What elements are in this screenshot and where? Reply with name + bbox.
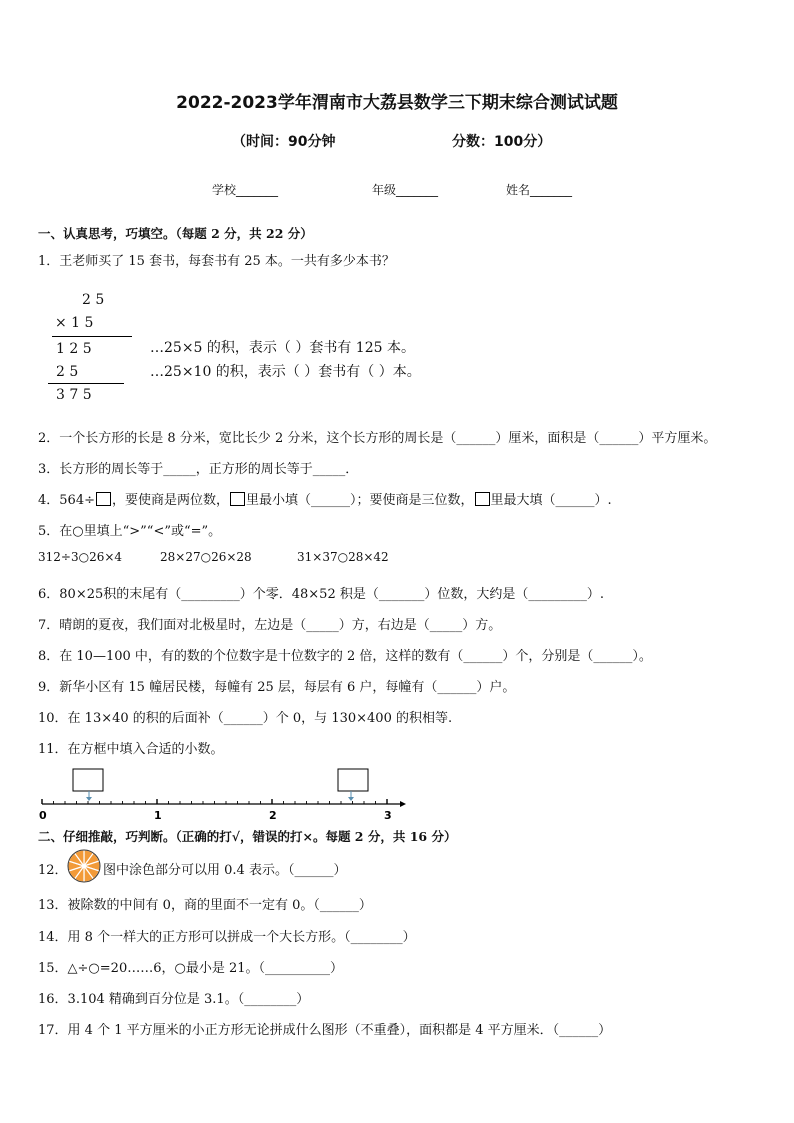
answer-box-1: [73, 769, 103, 791]
question-2: 2．一个长方形的长是 8 分米，宽比长少 2 分米，这个长方形的周长是（______）厘米，面积是（______）平方厘米。: [38, 431, 717, 446]
question-4: [38, 489, 612, 508]
question-12: 图中涂色部分可以用 0.4 表示。（______）: [103, 863, 347, 878]
q4-part-a: 4．564÷: [38, 493, 95, 508]
pointer-arrowhead-2: [348, 797, 354, 801]
question-11: 11．在方框中填入合适的小数。: [38, 742, 224, 757]
calc-row-1: 2 5: [82, 292, 105, 308]
blank-box-icon: [96, 492, 111, 506]
q4-part-b: ，要使商是两位数，: [111, 493, 229, 508]
question-5: 5．在○里填上“>”“<”或“=”。: [38, 524, 222, 539]
tick-label-3: 3: [384, 809, 392, 822]
question-13: 13．被除数的中间有 0，商的里面不一定有 0。（______）: [38, 898, 372, 913]
tick-label-1: 1: [154, 809, 162, 822]
tick-label-0: 0: [39, 809, 47, 822]
blank-box-icon: [475, 492, 490, 506]
grade-field: 年级_______: [372, 183, 439, 197]
axis-arrow-icon: [400, 801, 406, 807]
question-7: 7．晴朗的夏夜，我们面对北极星时，左边是（_____）方，右边是（_____）方。: [38, 618, 502, 633]
question-6: 6．80×25积的末尾有（_________）个零．48×52 积是（_______）位数，大约是（_________）.: [38, 587, 604, 602]
calc-line-1: [52, 336, 132, 337]
calc-row-3: 1 2 5: [56, 341, 92, 357]
question-15: 15．△÷○=20……6，○最小是 21。（__________）: [38, 961, 343, 976]
calc-note-1: …25×5 的积，表示（ ）套书有 125 本。: [150, 340, 415, 356]
section1-heading: 一、认真思考，巧填空。（每题 2 分，共 22 分）: [38, 226, 313, 241]
calc-line-2: [48, 383, 124, 384]
answer-box-2: [338, 769, 368, 791]
q5-item-3: 31×37○28×42: [297, 550, 389, 564]
pie-figure: [67, 849, 101, 883]
question-16: 16．3.104 精确到百分位是 3.1。（________）: [38, 992, 310, 1007]
school-field: 学校_______: [212, 183, 279, 197]
section2-heading: 二、仔细推敲，巧判断。（正确的打√，错误的打×。每题 2 分，共 16 分）: [38, 829, 457, 844]
q4-part-c: 里最小填（______）；要使商是三位数，: [246, 493, 474, 508]
question-9: 9．新华小区有 15 幢居民楼，每幢有 25 层，每层有 6 户，每幢有（______）户。: [38, 680, 516, 695]
calc-row-5: 3 7 5: [56, 387, 92, 403]
pointer-arrowhead-1: [86, 797, 92, 801]
question-1: 1．王老师买了 15 套书，每套书有 25 本。一共有多少本书？: [38, 254, 395, 269]
number-line: [30, 764, 420, 824]
tick-marks: [42, 799, 387, 804]
blank-box-icon: [230, 492, 245, 506]
question-8: 8．在 10—100 中，有的数的个位数字是十位数字的 2 倍，这样的数有（______）个，分别是（______）。: [38, 649, 652, 664]
question-3: 3．长方形的周长等于_____，正方形的周长等于_____．: [38, 462, 359, 477]
q5-item-1: 312÷3○26×4: [38, 550, 123, 564]
calc-row-2: × 1 5: [55, 315, 94, 331]
q4-part-d: 里最大填（______）.: [490, 493, 612, 508]
q5-item-2: 28×27○26×28: [160, 550, 252, 564]
tick-label-2: 2: [269, 809, 277, 822]
calc-note-2: …25×10 的积，表示（ ）套书有（ ）本。: [150, 364, 421, 380]
exam-time: （时间：90分钟: [232, 134, 336, 150]
question-10: 10．在 13×40 的积的后面补（______）个 0，与 130×400 的积相等.: [38, 711, 453, 726]
calc-row-4: 2 5: [56, 364, 79, 380]
page-title: 2022-2023学年渭南市大荔县数学三下期末综合测试试题: [176, 93, 618, 113]
question-17: 17．用 4 个 1 平方厘米的小正方形无论拼成什么图形（不重叠），面积都是 4 平方厘米．（______）: [38, 1023, 612, 1038]
question-14: 14．用 8 个一样大的正方形可以拼成一个大长方形。（________）: [38, 930, 416, 945]
name-field: 姓名_______: [506, 183, 573, 197]
question-12-number: 12．: [38, 863, 68, 878]
exam-score: 分数：100分）: [452, 134, 552, 150]
